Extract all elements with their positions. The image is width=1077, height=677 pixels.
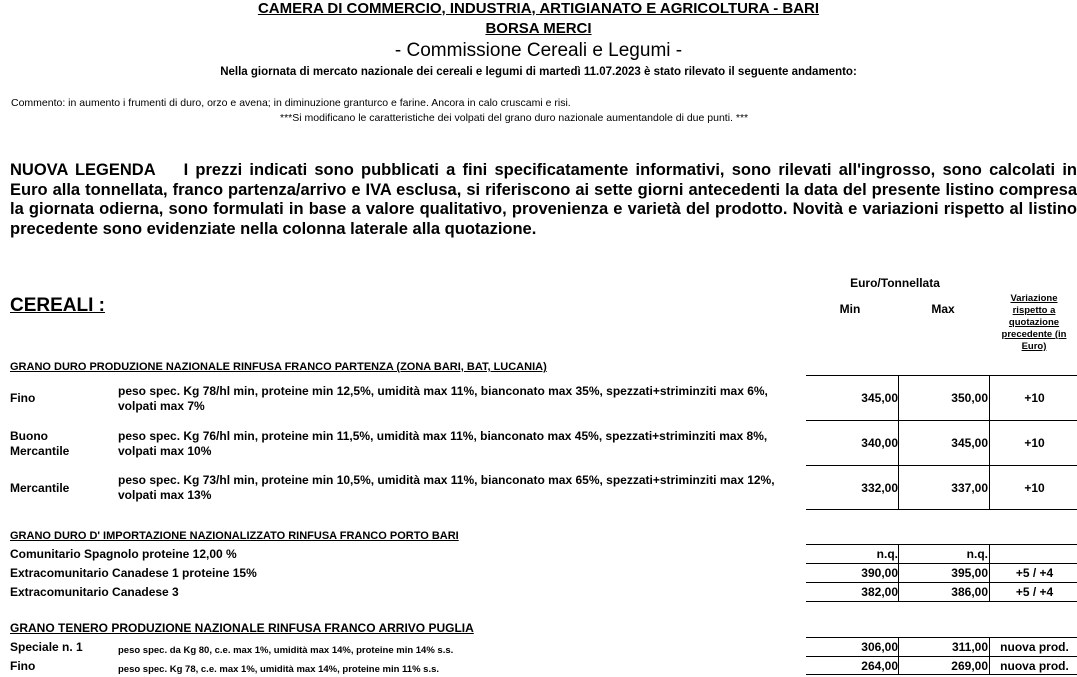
row-min: 332,00 [861, 481, 898, 495]
row-variation: nuova prod. [1000, 640, 1069, 654]
legend-title: NUOVA LEGENDA [10, 161, 156, 179]
row-description: peso spec. Kg 73/hl min, proteine min 10,5%, umidità max 11%, bianconato max 65%, spezzati+striminziti max 12%, volpati max 13% [118, 473, 775, 502]
row-description: peso spec. Kg 78/hl min, proteine min 12,5%, umidità max 11%, bianconato max 35%, spezzati+striminziti max 6%, volpati max 7% [118, 384, 768, 413]
row-min: 306,00 [861, 640, 898, 654]
row-min: 382,00 [861, 585, 898, 599]
row-description: peso spec. Kg 78, c.e. max 1%, umidità max 14%, proteine min 11% s.s. [118, 664, 440, 675]
row-variation: +5 / +4 [1015, 566, 1054, 580]
org-title: CAMERA DI COMMERCIO, INDUSTRIA, ARTIGIANATO E AGRICOLTURA - BARI [257, 0, 820, 17]
row-max: 345,00 [951, 436, 988, 450]
row-name: Extracomunitario Canadese 3 [10, 585, 179, 599]
row-name: Buono Mercantile [10, 429, 70, 458]
section-title: GRANO TENERO PRODUZIONE NAZIONALE RINFUSA FRANCO ARRIVO PUGLIA [10, 621, 474, 635]
legend-text: I prezzi indicati sono pubblicati a fini specificatamente informativi, sono rilevati all'ingrosso, sono calcolati in Euro alla tonnellata, franco partenza/arrivo e IVA esclusa, si riferiscono ai sette giorni antecedenti la data del presente listino compresa la giornata odierna, sono formulati in base a valore qualitativo, provenienza e varietà del prodotto. Novità e variazioni rispetto al listino precedente sono evidenziate nella colonna laterale alla quotazione. [10, 161, 1077, 238]
row-max: 337,00 [951, 481, 988, 495]
row-variation: +10 [1024, 481, 1045, 495]
row-max: 350,00 [951, 391, 988, 405]
section-title: GRANO DURO PRODUZIONE NAZIONALE RINFUSA FRANCO PARTENZA (ZONA BARI, BAT, LUCANIA) [10, 361, 547, 373]
row-name: Extracomunitario Canadese 1 proteine 15% [10, 566, 257, 580]
row-name: Comunitario Spagnolo proteine 12,00 % [10, 547, 237, 561]
row-min: 264,00 [861, 659, 898, 673]
borsa-title: BORSA MERCI [485, 20, 592, 37]
comment-note: ***Si modificano le caratteristiche dei volpati del grano duro nazionale aumentandole di due punti. *** [280, 112, 749, 124]
row-min: 340,00 [861, 436, 898, 450]
row-variation: +10 [1024, 436, 1045, 450]
row-description: peso spec. da Kg 80, c.e. max 1%, umidità max 14%, proteine min 14% s.s. [118, 645, 454, 656]
row-min: n.q. [876, 547, 898, 561]
comment-line: Commento: in aumento i frumenti di duro, orzo e avena; in diminuzione granturco e farine. Ancora in calo cruscami e risi. [11, 97, 571, 109]
column-header-min: Min [839, 302, 861, 316]
row-variation: +10 [1024, 391, 1045, 405]
market-intro: Nella giornata di mercato nazionale dei cereali e legumi di martedì 11.07.2023 è stato rilevato il seguente andamento: [220, 66, 857, 78]
row-max: 311,00 [951, 640, 988, 654]
row-variation: +5 / +4 [1015, 585, 1054, 599]
row-name: Speciale n. 1 [10, 640, 83, 654]
legend-paragraph [10, 161, 1077, 239]
row-name: Mercantile [10, 481, 70, 495]
row-min: 390,00 [861, 566, 898, 580]
row-max: 395,00 [951, 566, 988, 580]
section-heading-cereali: CEREALI : [10, 295, 105, 316]
row-max: n.q. [966, 547, 988, 561]
row-description: peso spec. Kg 76/hl min, proteine min 11,5%, umidità max 11%, bianconato max 45%, spezzati+striminziti max 8%, volpati max 10% [118, 429, 768, 458]
column-header-max: Max [931, 302, 955, 316]
unit-label: Euro/Tonnellata [850, 276, 940, 290]
section-title: GRANO DURO D' IMPORTAZIONE NAZIONALIZZATO RINFUSA FRANCO PORTO BARI [10, 530, 459, 542]
row-variation: nuova prod. [1000, 659, 1069, 673]
column-header-variation: Variazione rispetto a quotazione precedente (in Euro) [1001, 293, 1067, 352]
row-name: Fino [10, 659, 36, 673]
row-name: Fino [10, 391, 36, 405]
row-max: 269,00 [951, 659, 988, 673]
row-min: 345,00 [861, 391, 898, 405]
commission-title: - Commissione Cereali e Legumi - [394, 40, 683, 61]
row-max: 386,00 [951, 585, 988, 599]
